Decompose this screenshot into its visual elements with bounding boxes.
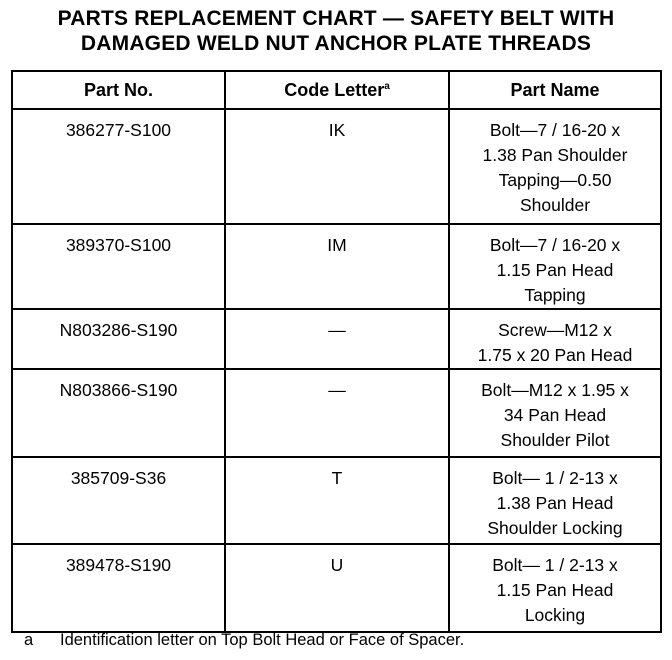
part-name-line: Tapping—0.50 [498,170,612,190]
part-name-cell [449,369,661,457]
part-name-line: Screw—M12 x [498,320,612,340]
footnote-reference-mark: a [384,80,390,92]
part-name-cell [449,544,661,632]
table-row [12,369,661,457]
table-row [12,224,661,309]
column-header-code-letter-label: Code Letter [284,79,385,100]
part-name-line: 34 Pan Head [503,405,607,425]
table-header-row [12,71,661,109]
part-number-cell: 389478-S190 [12,544,225,632]
part-name-cell [449,457,661,544]
column-header-part-name: Part Name [449,71,661,109]
part-name-line: 1.38 Pan Shoulder [482,145,628,165]
code-letter-cell: IK [225,109,449,224]
part-name-line: Bolt— 1 / 2-13 x [492,555,618,575]
part-name-line: Tapping [524,285,586,305]
footnote-text: Identification letter on Top Bolt Head or Face of Spacer. [60,631,465,649]
part-name-line: 1.38 Pan Head [496,493,614,513]
part-number-cell: 389370-S100 [12,224,225,309]
code-letter-cell: T [225,457,449,544]
table-row [12,109,661,224]
footnote [24,631,464,650]
part-name-line: Shoulder Locking [487,518,623,538]
code-letter-cell: IM [225,224,449,309]
chart-title-line-1: PARTS REPLACEMENT CHART — SAFETY BELT WITH [57,7,615,30]
chart-title [0,6,672,56]
table-row [12,544,661,632]
column-header-part-no: Part No. [12,71,225,109]
parts-table [11,70,662,633]
code-letter-cell: U [225,544,449,632]
part-number-cell: 385709-S36 [12,457,225,544]
part-name-line: Locking [524,605,586,625]
part-name-line: Bolt— 1 / 2-13 x [492,468,618,488]
part-number-cell: 386277-S100 [12,109,225,224]
code-letter-cell: — [225,369,449,457]
part-name-line: 1.75 x 20 Pan Head [477,345,633,365]
part-name-line: Bolt—7 / 16-20 x [489,235,621,255]
part-name-line: 1.15 Pan Head [496,580,614,600]
part-name-line: Shoulder [519,195,591,215]
part-number-cell: N803286-S190 [12,309,225,369]
part-name-line: Shoulder Pilot [500,430,610,450]
chart-title-line-2: DAMAGED WELD NUT ANCHOR PLATE THREADS [80,32,592,55]
column-header-code-letter [225,71,449,109]
part-name-line: 1.15 Pan Head [496,260,614,280]
part-name-line: Bolt—7 / 16-20 x [489,120,621,140]
part-name-cell [449,109,661,224]
part-number-cell: N803866-S190 [12,369,225,457]
table-row [12,457,661,544]
code-letter-cell: — [225,309,449,369]
part-name-cell [449,224,661,309]
part-name-cell [449,309,661,369]
table-row [12,309,661,369]
footnote-mark: a [24,631,34,649]
part-name-line: Bolt—M12 x 1.95 x [481,380,629,400]
